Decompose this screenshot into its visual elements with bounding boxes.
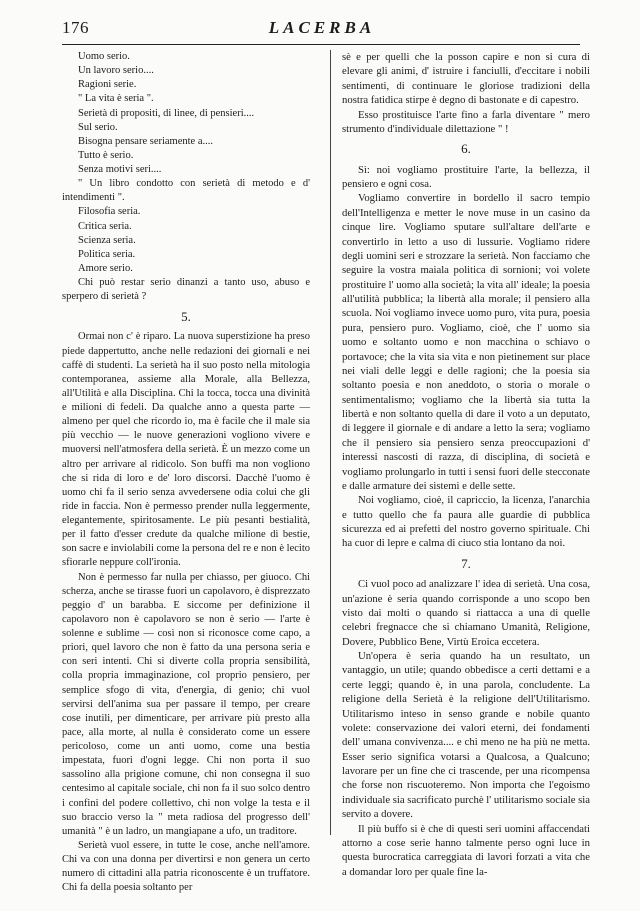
left-column: [62, 50, 310, 895]
seriousness-list: [62, 50, 310, 276]
paragraph: Serietà vuol essere, in tutte le cose, anche nell'amore. Chi va con una donna per divertirsi e non genera un certo numero di cittadini alla patria riconoscente è un truffatore. Chi fa della poesia soltanto per: [62, 839, 310, 894]
journal-title: LACERBA: [268, 18, 376, 37]
section-heading-5: 5.: [181, 309, 191, 325]
list-item: Serietà di propositi, di linee, di pensieri....: [78, 107, 255, 119]
page-number: 176: [62, 18, 89, 37]
page-header: [62, 18, 582, 44]
list-item: Bisogna pensare seriamente a....: [78, 135, 213, 147]
list-item: Senza motivi seri....: [78, 164, 162, 175]
paragraph: Il più buffo si è che di questi seri uomini affaccendati attorno a cose serie hanno talmente perso ogni luce in questa burocratica carreggiata di lavori forzati a vita che a domandar loro per quale fine la-: [342, 822, 590, 878]
paragraph: Un'opera è seria quando ha un resultato, un vantaggio, un utile; quando obbedisce a certi dettami e a certe leggi; quando è, in una parola, concludente. La religione della Serietà è la religione dell'Utilitarismo. Utilitarismo inteso in senso grande e nobile quanto volete: conservazione dei valori eterni, dei fondamenti dell' umana convivenza.... e chi meno ne ha più ne metta. Esser serio significa votarsi a Qualcosa, a Qualcuno; lavorare per un fine che ci trascende, per una ricompensa che forse non riscuoteremo. Non importa che l'egoismo individuale sia sacrificato purchè l' utilitarismo sociale sia servito a dovere.: [342, 650, 590, 821]
list-item: Sul serio.: [78, 121, 118, 133]
list-closing-paragraph: Chi può restar serio dinanzi a tanto uso, abuso e sperpero di serietà ?: [62, 277, 310, 303]
header-rule: [62, 44, 580, 45]
list-item: Un lavoro serio....: [78, 65, 154, 77]
section-heading-6: 6.: [461, 141, 471, 157]
section-heading-7: 7.: [461, 555, 471, 571]
list-item: " La vita è seria ".: [78, 93, 154, 105]
list-item: Amore serio.: [78, 262, 133, 274]
paragraph: Esso prostituisce l'arte fino a farla diventare " mero strumento d'individuale dilettazione " !: [342, 108, 590, 135]
paragraph: Ci vuol poco ad analizzare l' idea di serietà. Una cosa, un'azione è seria quando corrisponde a uno scopo ben visto dai molti o quando si riattacca a una di quelle celebri fregnacce che si chiamano Umanità, Religione, Dovere, Pubblico Bene, Virtù Eroica eccetera.: [342, 578, 590, 648]
paragraph: Noi vogliamo, cioè, il capriccio, la licenza, l'anarchia e tutto quello che fa paura alle guardie di pubblica sicurezza ed ai prefetti del nostro governo spirituale. Chi ha cuor di lepre e calma di ciuco stia lontano da noi.: [342, 494, 590, 550]
list-item: Scienza seria.: [78, 234, 136, 246]
list-item: Tutto è serio.: [78, 149, 134, 161]
list-item: Filosofia seria.: [78, 206, 141, 218]
list-item: Ragioni serie.: [78, 79, 137, 91]
right-column: [342, 50, 590, 879]
paragraph: sè e per quelli che la posson capire e non si cura di elevare gli animi, d' istruire i fanciulli, d'eccitare i nobili sentimenti, di continuare le gloriose tradizioni della nostra fatidica stirpe è degno di bastonate e di capestro.: [342, 51, 590, 107]
paragraph: Vogliamo convertire in bordello il sacro tempio dell'Intelligenza e metter le nove muse in un casino da cinque lire. Vogliamo sputare sull'altare dell'arte e convertirlo in letto a uso di lussurie. Vogliamo ridere degli uomini seri e strozzare la serietà. Non facciamo che seguire la vostra maiala politica di sornioni; voi volete prostituire l' uomo alla società; la vita all' ideale; la poesia all'utilità pubblica; la libertà alla morale; il pensiero alla scuola. Noi vogliamo invece uomo puro, vita pura, poesia pura, pensiero puro. Vogliamo, cioè, che l' uomo sia uomo e soltanto uomo e non macchina o schiavo o portavoce; che la vita sia vita e non pietinement sur place nei viali delle leggi e delle ragioni; che la poesia sia soltanto poesia e non aneddoto, o storia o morale o sentimentalismo; vogliamo che la libertà sia tutta la libertà e non soltanto quella di dare il voto a un deputato, di leggere il giornale e di andare a letto la sera; vogliamo che il pensiero sia pensiero senza preoccupazioni d' interessi nascosti di razza, di disciplina, di società e vogliamo prolungarlo in tutti i sensi fuori delle stecconate e dalle armature dei sistemi e delle sette.: [342, 192, 590, 492]
list-item: Critica seria.: [78, 220, 132, 232]
column-divider: [330, 50, 331, 835]
list-item: Politica seria.: [78, 248, 136, 260]
paragraph: Non è permesso far nulla per chiasso, per giuoco. Chi scherza, anche se tirasse fuori un capolavoro, è disprezzato peggio d' un barabba. E siccome per definizione il capolavoro non è capolavoro se non è serio — l'arte è solenne e sublime — così non si riconosce come capo, a priori, quel lavoro che non è fatto da una persona seria e con seri intenti. Chi si diverte colla propria sensibilità, colla propria immaginazione, col proprio pensiero, per semplice sfogo di vita, d'energia, di genio; chi vuol servirsi dell'anima sua per passare il tempo, per creare cose inutili, per dimenticare, per arrivare più presto alla pace, alla morte, al nulla è considerato come un essere pericoloso, come un anti uomo, come una bestia impestata, fuori d'ogni legge. Chi non porta il suo sassolino alla prigione comune, chi non consegna il suo centesimo al capitale sociale, chi non fa il suo solco dentro i confini del podere collettivo, chi non volge la testa e il suo braccio verso la " meta radiosa del progresso dell' umanità " è un ladro, un mangiapane a ufo, un traditore.: [62, 571, 310, 837]
paragraph: Sì: noi vogliamo prostituire l'arte, la bellezza, il pensiero e ogni cosa.: [342, 163, 590, 190]
paragraph: Ormai non c' è riparo. La nuova superstizione ha preso piede dappertutto, anche nelle redazioni dei giornali e nei caffè di studenti. La serietà ha il suo posto nella mitologia contemporanea, assieme alla Morale, alla Bellezza, all'Utilità e alla Disciplina. Chi la tocca, tocca una divinità e milioni di fedeli. Da qualche anno a questa parte — almeno per quel che ricordo io, ma è facile che il male sia più vecchio — le nuove generazioni vogliono vivere e muoversi nell'atmosfera della serietà. È un mezzo come un altro per arrivare al ridicolo. Son buffi ma non vogliono che si rida di loro e de' loro discorsi. Dacchè l'uomo è uomo chi fa il serio senza avvedersene odia colui che gli ride in faccia. Non è permesso prender nulla leggermente, elegantemente, spiritosamente. Le più pesanti bestialità, per il fatto d'esser credute da qualche milione di bestie, son sacre e inviolabili come la persona del re e non è lecito sfiorarle neppure coll'ironia.: [62, 331, 310, 569]
list-item: Uomo serio.: [78, 51, 130, 62]
list-item: " Un libro condotto con serietà di metodo e d' intendimenti ".: [62, 178, 310, 204]
